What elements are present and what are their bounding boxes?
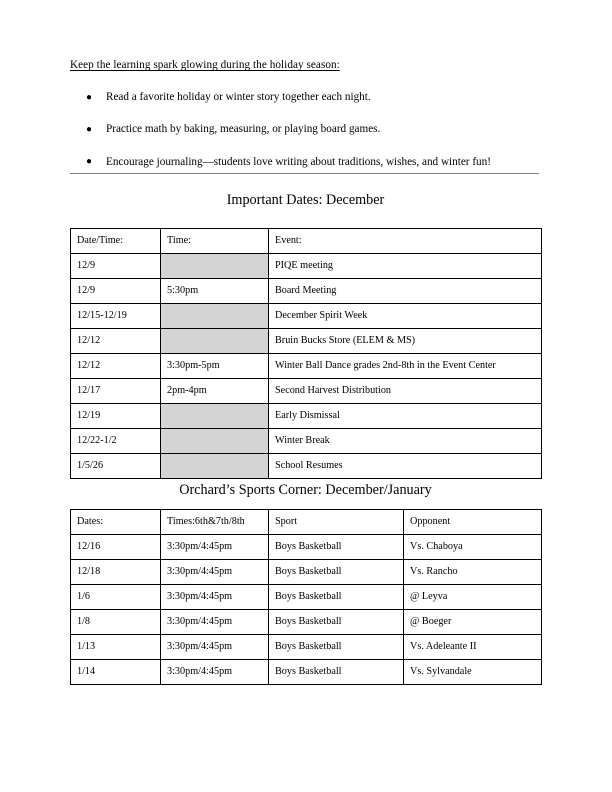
cell-time: 3:30pm/4:45pm [161,610,269,635]
cell-time: 5:30pm [161,279,269,304]
cell-opponent: @ Boeger [404,610,542,635]
cell-event: Winter Ball Dance grades 2nd-8th in the Event Center [269,354,542,379]
section-divider [70,173,539,174]
cell-event: Winter Break [269,429,542,454]
table-row [71,304,542,329]
table-row [71,635,542,660]
table-row [71,560,542,585]
cell-date: 12/18 [71,560,161,585]
table-row [71,379,542,404]
cell-date: 12/9 [71,254,161,279]
cell-event: Bruin Bucks Store (ELEM & MS) [269,329,542,354]
column-header-times: Times:6th&7th/8th [161,510,269,535]
cell-sport: Boys Basketball [269,535,404,560]
important-dates-title: Important Dates: December [226,192,385,208]
table-row [71,429,542,454]
table-row [71,329,542,354]
intro-section [70,58,541,169]
table-row [71,254,542,279]
cell-opponent: @ Leyva [404,585,542,610]
cell-date: 12/17 [71,379,161,404]
table-row [71,354,542,379]
cell-date: 12/12 [71,354,161,379]
cell-sport: Boys Basketball [269,610,404,635]
cell-date: 1/6 [71,585,161,610]
cell-time: 3:30pm/4:45pm [161,535,269,560]
cell-opponent: Vs. Rancho [404,560,542,585]
cell-time [161,429,269,454]
cell-time: 2pm-4pm [161,379,269,404]
table-row [71,404,542,429]
cell-date: 12/9 [71,279,161,304]
cell-date: 12/15-12/19 [71,304,161,329]
cell-time: 3:30pm/4:45pm [161,660,269,685]
sports-schedule-table [70,509,542,685]
table-header-row [71,510,542,535]
cell-date: 1/14 [71,660,161,685]
table-row [71,585,542,610]
cell-date: 12/16 [71,535,161,560]
cell-time: 3:30pm/4:45pm [161,560,269,585]
cell-date: 12/19 [71,404,161,429]
cell-date: 12/12 [71,329,161,354]
list-item-label: Encourage journaling—students love writing about traditions, wishes, and winter fun! [106,155,491,168]
list-item [70,91,541,104]
cell-time [161,404,269,429]
cell-event: Early Dismissal [269,404,542,429]
cell-time: 3:30pm/4:45pm [161,635,269,660]
list-item-label: Read a favorite holiday or winter story together each night. [106,91,371,103]
cell-sport: Boys Basketball [269,660,404,685]
holiday-tips-list [70,91,541,169]
table-row [71,535,542,560]
table-row [71,279,542,304]
cell-time: 3:30pm/4:45pm [161,585,269,610]
cell-opponent: Vs. Sylvandale [404,660,542,685]
column-header-opponent: Opponent [404,510,542,535]
cell-opponent: Vs. Chaboya [404,535,542,560]
cell-time [161,329,269,354]
column-header-dates: Dates: [71,510,161,535]
cell-time: 3:30pm-5pm [161,354,269,379]
column-header-sport: Sport [269,510,404,535]
table-row [71,610,542,635]
cell-time [161,254,269,279]
cell-time [161,304,269,329]
bullet-icon: ● [86,156,93,168]
cell-date: 1/5/26 [71,454,161,479]
list-item [70,123,541,136]
bullet-icon: ● [86,124,93,136]
cell-event: PIQE meeting [269,254,542,279]
cell-sport: Boys Basketball [269,560,404,585]
sports-corner-title: Orchard’s Sports Corner: December/January [179,482,432,498]
table-row [71,454,542,479]
table-header-row [71,229,542,254]
list-item-label: Practice math by baking, measuring, or playing board games. [106,123,381,136]
column-header-time: Time: [161,229,269,254]
column-header-date: Date/Time: [71,229,161,254]
cell-event: School Resumes [269,454,542,479]
bullet-icon: ● [86,91,93,103]
cell-sport: Boys Basketball [269,635,404,660]
cell-opponent: Vs. Adeleante II [404,635,542,660]
cell-event: Board Meeting [269,279,542,304]
cell-date: 1/8 [71,610,161,635]
column-header-event: Event: [269,229,542,254]
list-item [70,156,541,169]
cell-time [161,454,269,479]
cell-date: 12/22-1/2 [71,429,161,454]
cell-sport: Boys Basketball [269,585,404,610]
cell-event: December Spirit Week [269,304,542,329]
cell-date: 1/13 [71,635,161,660]
important-dates-table [70,228,542,479]
intro-heading: Keep the learning spark glowing during the holiday season: [70,59,340,71]
cell-event: Second Harvest Distribution [269,379,542,404]
table-row [71,660,542,685]
